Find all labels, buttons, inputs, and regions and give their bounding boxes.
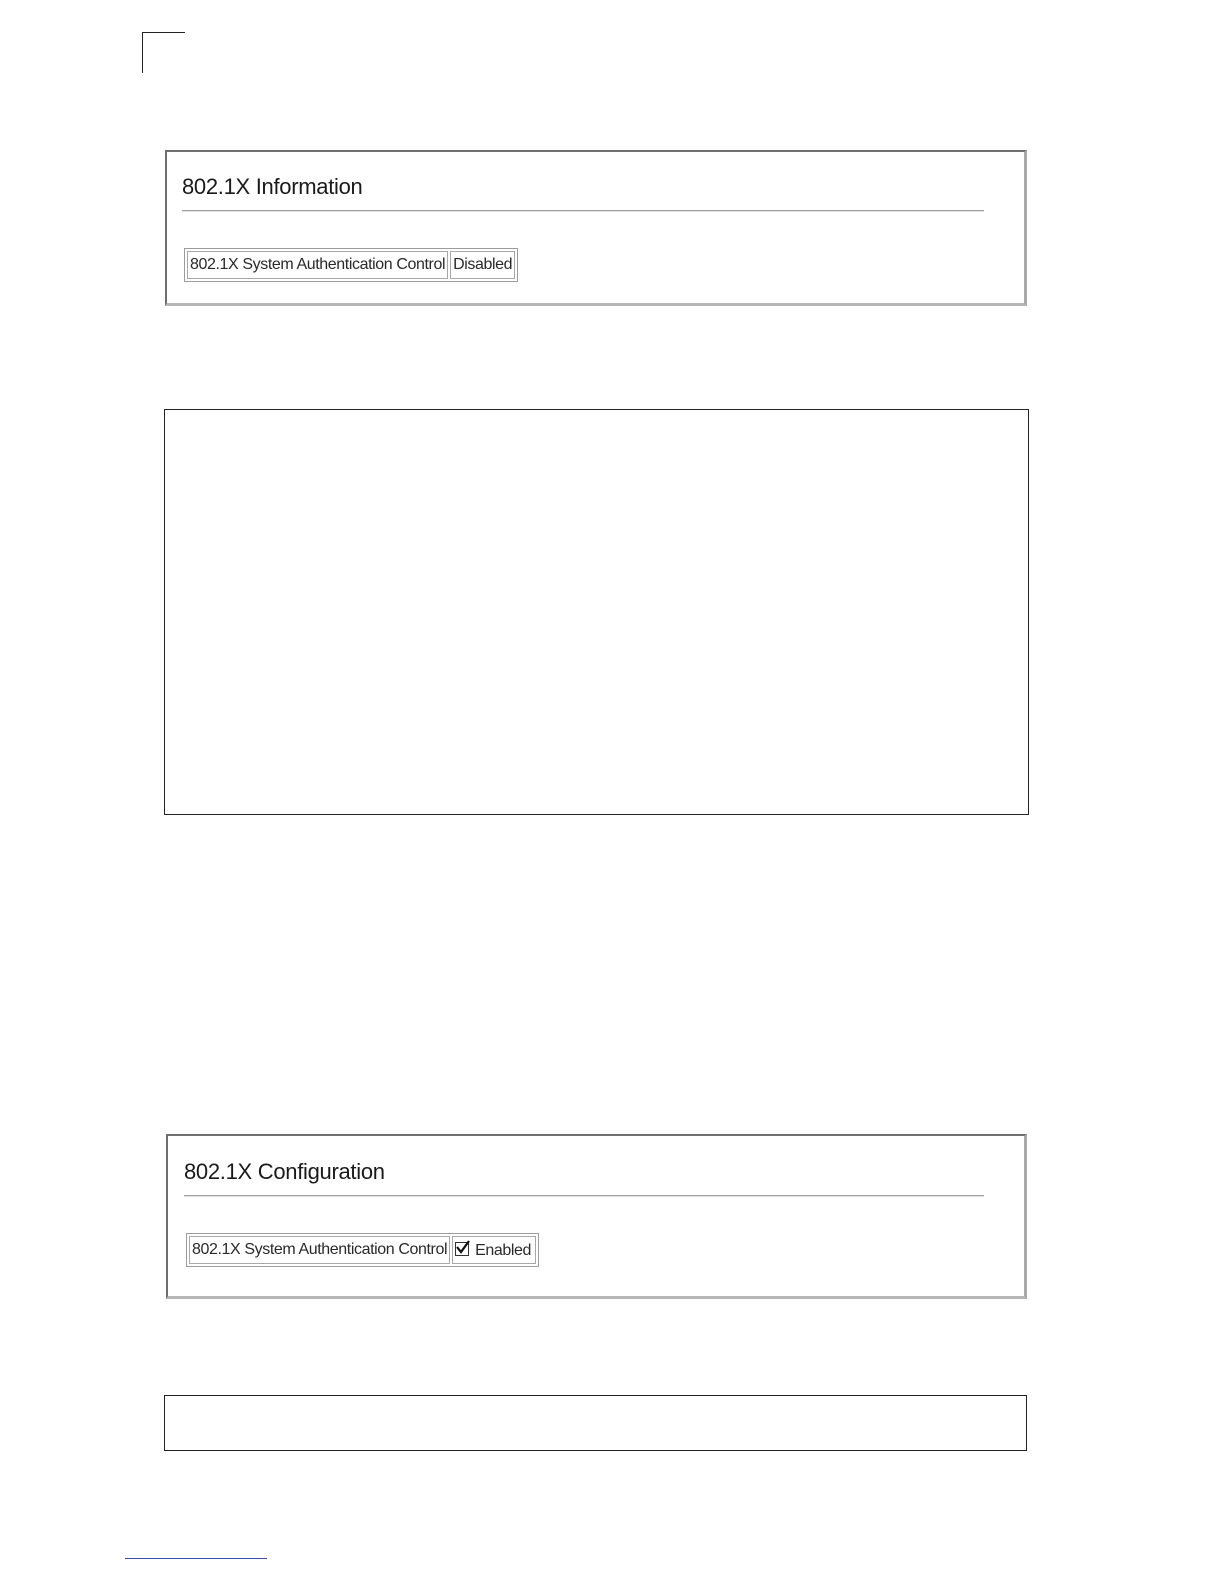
crop-mark bbox=[142, 32, 185, 73]
config-table bbox=[186, 1233, 539, 1267]
auth-control-status: Disabled bbox=[450, 251, 515, 279]
blank-frame-small bbox=[164, 1395, 1027, 1451]
auth-control-label: 802.1X System Authentication Control bbox=[187, 251, 448, 279]
enable-checkbox-label: Enabled bbox=[475, 1241, 532, 1259]
table-row bbox=[187, 251, 515, 279]
footer-rule bbox=[125, 1558, 267, 1559]
table-row bbox=[189, 1236, 536, 1264]
info-table bbox=[184, 248, 518, 282]
blank-frame-large bbox=[164, 409, 1029, 815]
info-panel-title: 802.1X Information bbox=[182, 174, 363, 199]
auth-control-label: 802.1X System Authentication Control bbox=[189, 1236, 450, 1264]
checkmark-icon bbox=[455, 1240, 471, 1256]
config-panel-divider bbox=[184, 1195, 984, 1197]
auth-control-cell bbox=[452, 1236, 536, 1264]
config-panel-title: 802.1X Configuration bbox=[184, 1159, 385, 1184]
info-panel-divider bbox=[182, 210, 984, 212]
enable-checkbox[interactable] bbox=[455, 1242, 469, 1256]
info-panel bbox=[165, 150, 1027, 306]
config-panel bbox=[166, 1134, 1027, 1299]
